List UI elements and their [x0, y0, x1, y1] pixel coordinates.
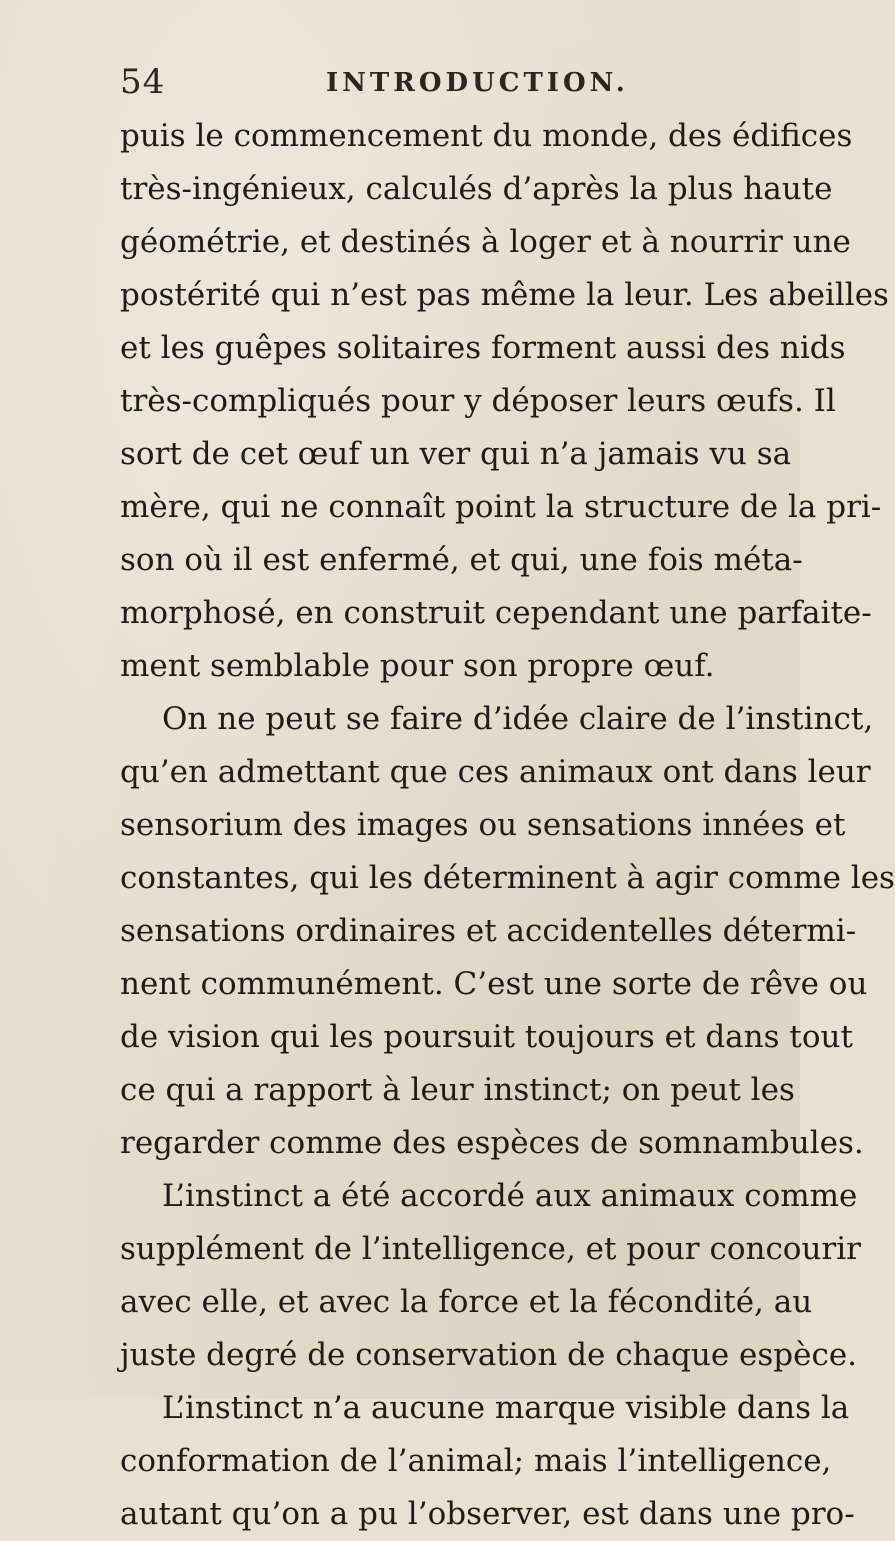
text-line: puis le commencement du monde, des édifices [120, 118, 853, 154]
paragraph-start-line: On ne peut se faire d’idée claire de l’instinct, [162, 701, 874, 737]
text-line: sensorium des images ou sensations innées et [120, 807, 846, 843]
text-line: autant qu’on a pu l’observer, est dans une pro- [120, 1496, 855, 1532]
text-line: postérité qui n’est pas même la leur. Les abeilles [120, 277, 889, 313]
body-text [120, 110, 895, 1541]
text-line: supplément de l’intelligence, et pour concourir [120, 1231, 861, 1267]
text-line: qu’en admettant que ces animaux ont dans leur [120, 754, 871, 790]
running-head [120, 62, 760, 102]
text-line: ce qui a rapport à leur instinct; on peut les [120, 1072, 795, 1108]
text-line: et les guêpes solitaires forment aussi des nids [120, 330, 846, 366]
text-line: morphosé, en construit cependant une parfaite- [120, 595, 872, 631]
paragraph-start-line: L’instinct n’a aucune marque visible dans la [162, 1390, 850, 1426]
text-line: juste degré de conservation de chaque espèce. [120, 1337, 858, 1373]
text-line: de vision qui les poursuit toujours et dans tout [120, 1019, 853, 1055]
text-line: regarder comme des espèces de somnambules. [120, 1125, 864, 1161]
running-title: INTRODUCTION. [326, 68, 629, 98]
text-line: sensations ordinaires et accidentelles détermi- [120, 913, 857, 949]
text-line: constantes, qui les déterminent à agir comme les [120, 860, 895, 896]
text-line: sort de cet œuf un ver qui n’a jamais vu sa [120, 436, 792, 472]
text-line: conformation de l’animal; mais l’intelligence, [120, 1443, 832, 1479]
text-line: nent communément. C’est une sorte de rêve ou [120, 966, 868, 1002]
text-line: géométrie, et destinés à loger et à nourrir une [120, 224, 851, 260]
text-line: avec elle, et avec la force et la fécondité, au [120, 1284, 813, 1320]
page-number: 54 [120, 62, 166, 102]
paragraph-start-line: L’instinct a été accordé aux animaux comme [162, 1178, 858, 1214]
text-line: son où il est enfermé, et qui, une fois méta- [120, 542, 803, 578]
text-line: mère, qui ne connaît point la structure de la pri- [120, 489, 882, 525]
text-line: très-compliqués pour y déposer leurs œufs. Il [120, 383, 836, 419]
text-line: ment semblable pour son propre œuf. [120, 648, 715, 684]
text-line: très-ingénieux, calculés d’après la plus haute [120, 171, 833, 207]
